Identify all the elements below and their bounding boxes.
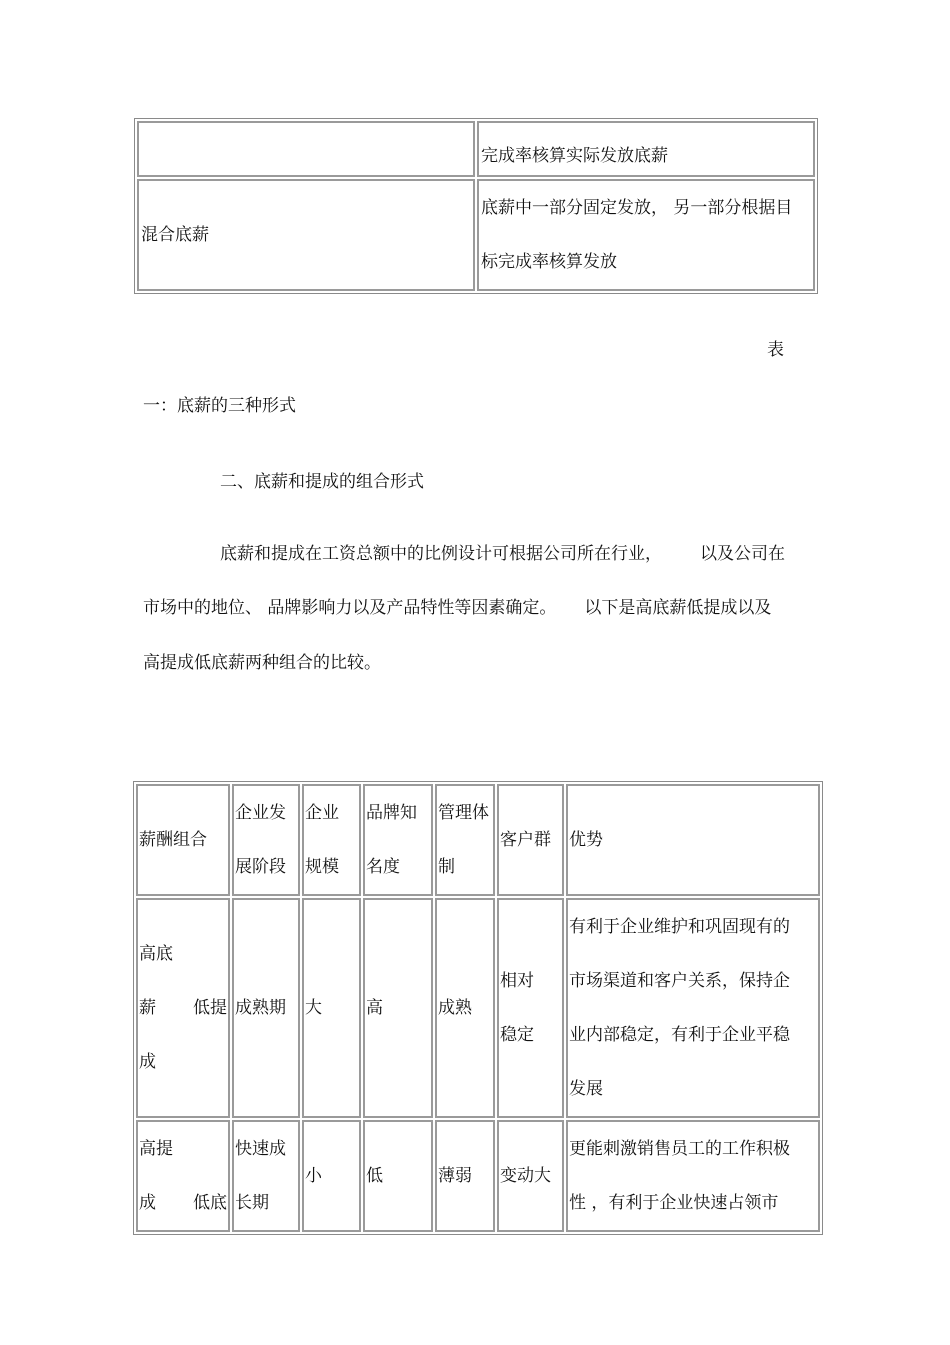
paragraph-text: 以下是高底薪低提成以及 bbox=[584, 598, 772, 618]
cell-line: 更能刺激销售员工的工作积极 bbox=[569, 1139, 790, 1159]
header-cell bbox=[435, 784, 495, 896]
cell-line bbox=[139, 1176, 227, 1230]
cell-text: 低底 bbox=[193, 1193, 227, 1213]
paragraph-text: 高提成低底薪两种组合的比较。 bbox=[143, 653, 381, 673]
cell-line: 制 bbox=[438, 857, 455, 877]
paragraph-line bbox=[143, 581, 771, 635]
table-cell bbox=[137, 121, 475, 177]
paragraph-text: 底薪和提成在工资总额中的比例设计可根据公司所在行业， bbox=[220, 544, 662, 564]
cell-line: 名度 bbox=[366, 857, 400, 877]
table-cell bbox=[497, 898, 564, 1118]
cell-line: 管理体 bbox=[438, 803, 489, 823]
table-cell bbox=[232, 1120, 300, 1232]
cell-line: 业内部稳定，有利于企业平稳 bbox=[569, 1025, 790, 1045]
cell-line: 有利于企业维护和巩固现有的 bbox=[569, 917, 790, 937]
paragraph-text: 市场中的地位、 品牌影响力以及产品特性等因素确定。 bbox=[143, 598, 557, 618]
cell-line: 性 ，有利于企业快速占领市 bbox=[569, 1193, 779, 1213]
cell-line: 稳定 bbox=[500, 1025, 534, 1045]
table-cell bbox=[136, 898, 230, 1118]
table-cell bbox=[566, 898, 820, 1118]
paragraph-line bbox=[220, 527, 785, 581]
header-cell bbox=[363, 784, 433, 896]
cell-line: 发展 bbox=[569, 1079, 603, 1099]
table-cell bbox=[136, 1120, 230, 1232]
table-cell: 变动大 bbox=[497, 1120, 564, 1232]
table-header-row bbox=[136, 784, 820, 896]
cell-line: 展阶段 bbox=[235, 857, 286, 877]
table-cell: 混合底薪 bbox=[137, 179, 475, 291]
cell-line: 高提 bbox=[139, 1139, 173, 1159]
cell-line: 规模 bbox=[305, 857, 339, 877]
table-row bbox=[137, 121, 815, 177]
cell-text: 薪 bbox=[139, 998, 156, 1018]
base-salary-forms-table bbox=[134, 118, 818, 294]
header-cell bbox=[232, 784, 300, 896]
paragraph-line bbox=[143, 636, 381, 690]
table-cell: 成熟 bbox=[435, 898, 495, 1118]
header-cell: 薪酬组合 bbox=[136, 784, 230, 896]
table-cell bbox=[477, 179, 815, 291]
table-cell bbox=[566, 1120, 820, 1232]
cell-line: 市场渠道和客户关系，保持企 bbox=[569, 971, 790, 991]
table-cell: 薄弱 bbox=[435, 1120, 495, 1232]
table-row bbox=[137, 179, 815, 291]
table-caption: 一：底薪的三种形式 bbox=[143, 396, 296, 416]
cell-text: 低提 bbox=[193, 998, 227, 1018]
paragraph-text: 以及公司在 bbox=[700, 544, 785, 564]
table-caption-prefix: 表 bbox=[767, 340, 784, 360]
header-cell: 客户群 bbox=[497, 784, 564, 896]
table-row bbox=[136, 1120, 820, 1232]
table-cell: 高 bbox=[363, 898, 433, 1118]
cell-line: 成 bbox=[139, 1052, 156, 1072]
cell-line: 品牌知 bbox=[366, 803, 417, 823]
cell-line: 高底 bbox=[139, 944, 173, 964]
cell-line: 快速成 bbox=[235, 1139, 286, 1159]
section-heading: 二、底薪和提成的组合形式 bbox=[220, 472, 424, 492]
table-cell: 低 bbox=[363, 1120, 433, 1232]
cell-line: 企业发 bbox=[235, 803, 286, 823]
table-cell: 小 bbox=[302, 1120, 361, 1232]
cell-line: 相对 bbox=[500, 971, 534, 991]
table-cell: 大 bbox=[302, 898, 361, 1118]
cell-line: 标完成率核算发放 bbox=[481, 252, 617, 272]
header-cell: 优势 bbox=[566, 784, 820, 896]
cell-line bbox=[139, 981, 227, 1035]
pay-combination-comparison-table bbox=[133, 781, 823, 1235]
table-cell: 完成率核算实际发放底薪 bbox=[477, 121, 815, 177]
cell-text: 成 bbox=[139, 1193, 156, 1213]
cell-line: 底薪中一部分固定发放， 另一部分根据目 bbox=[481, 198, 793, 218]
table-row bbox=[136, 898, 820, 1118]
header-cell bbox=[302, 784, 361, 896]
cell-line: 企业 bbox=[305, 803, 339, 823]
table-cell: 成熟期 bbox=[232, 898, 300, 1118]
cell-line: 长期 bbox=[235, 1193, 269, 1213]
